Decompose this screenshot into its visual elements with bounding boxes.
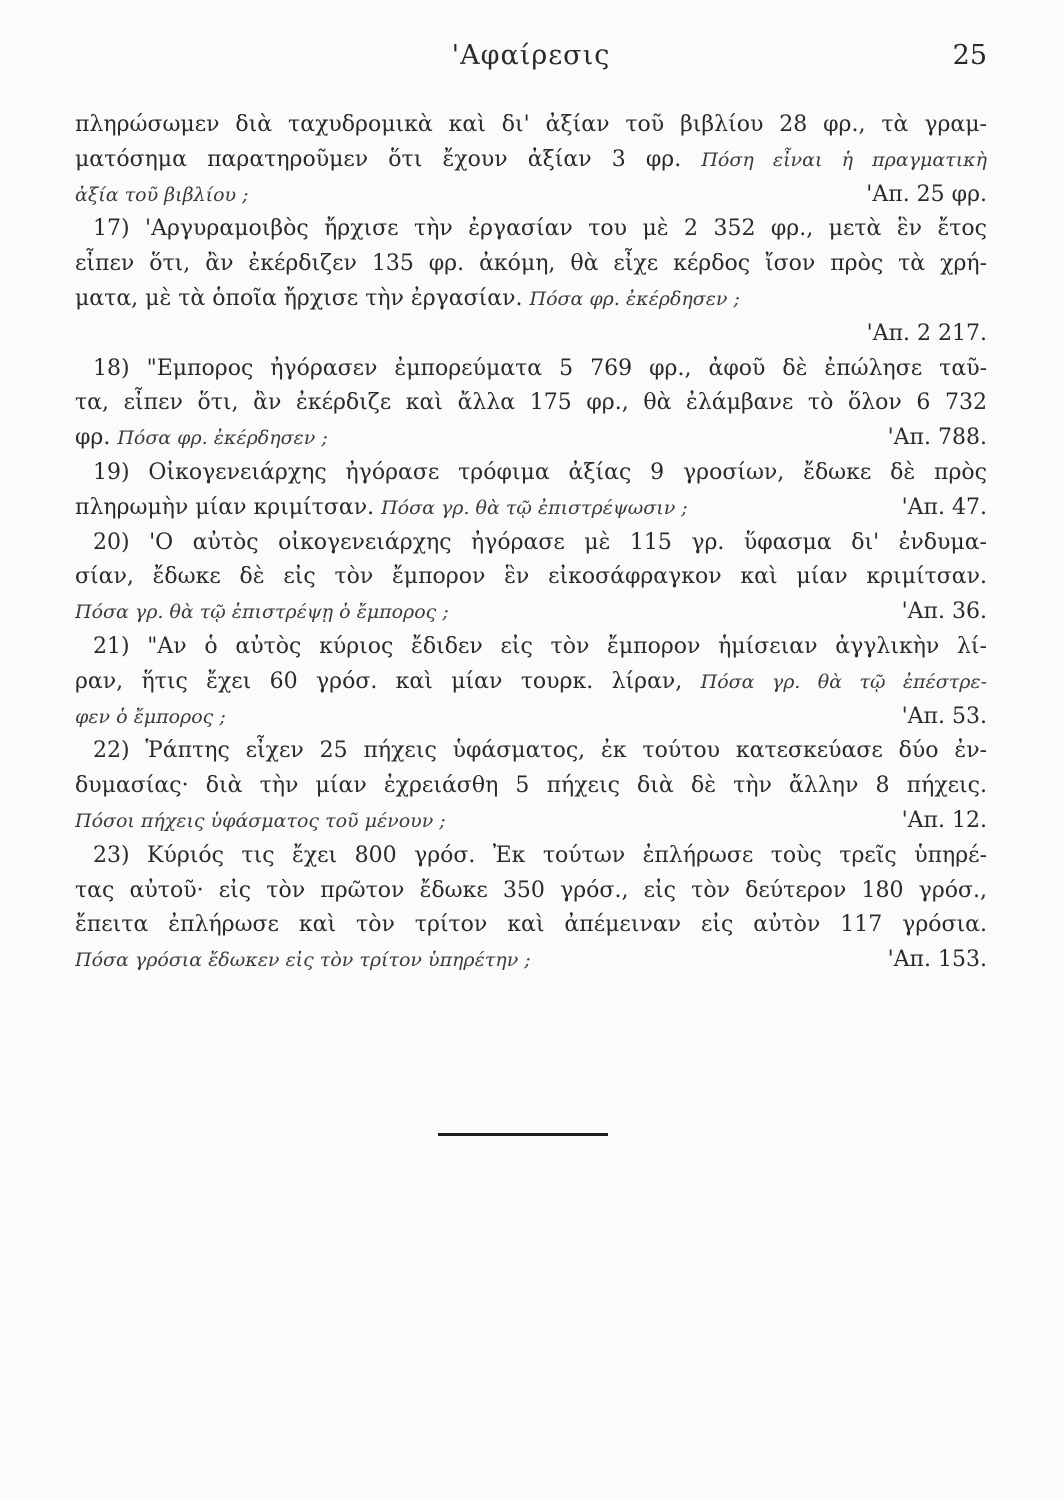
text-line [75,943,987,978]
answer-text: 'Απ. 153. [887,947,987,973]
text-line [75,212,987,247]
line-text: ἔπειτα ἐπλήρωσε καὶ τὸν τρίτον καὶ ἀπέμειναν εἰς αὐτὸν 117 γρόσια. [75,912,987,938]
text-line [75,143,987,178]
question-text: φεν ὁ ἔμπορος ; [75,705,226,728]
line-text: φρ. [75,425,118,451]
line-text: εἶπεν ὅτι, ἂν ἐκέρδιζεν 135 φρ. ἀκόμη, θὰ εἶχε κέρδος ἴσον πρὸς τὰ χρή- [75,251,987,277]
text-line [75,108,987,143]
line-text: 20) 'Ο αὐτὸς οἰκογενειάρχης ἠγόρασε μὲ 115 γρ. ὕφασμα δι' ἐνδυμα- [93,529,987,555]
question-text: Πόσα γρ. θὰ τῷ ἐπιστρέψῃ ὁ ἔμπορος ; [75,601,449,624]
text-line [75,352,987,387]
line-text: τας αὐτοῦ· εἰς τὸν πρῶτον ἔδωκε 350 γρόσ., εἰς τὸν δεύτερον 180 γρόσ., [75,877,987,903]
line-text: 19) Οἰκογενειάρχης ἠγόρασε τρόφιμα ἀξίας 9 γροσίων, ἔδωκε δὲ πρὸς [93,459,987,485]
line-text: ματόσημα παρατηροῦμεν ὅτι ἔχουν ἀξίαν 3 φρ. [75,146,702,172]
text-line [75,839,987,874]
text-line [75,421,987,456]
answer-text: 'Απ. 12. [901,807,987,833]
question-text: Πόσα γρ. θὰ τῷ ἐπέστρε- [700,670,987,693]
text-line [75,560,987,595]
line-text: πληρώσωμεν διὰ ταχυδρομικὰ καὶ δι' ἀξίαν τοῦ βιβλίου 28 φρ., τὰ γραμ- [75,112,987,137]
line-text: 23) Κύριός τις ἔχει 800 γρόσ. Ἐκ τούτων ἐπλήρωσε τοὺς τρεῖς ὑπηρέ- [93,842,987,868]
line-text: 18) "Εμπορος ἠγόρασεν ἐμπορεύματα 5 769 φρ., ἀφοῦ δὲ ἐπώλησε ταῦ- [93,355,987,381]
page-header [75,40,987,80]
section-divider [438,1133,608,1136]
text-line [75,282,987,317]
line-text: σίαν, ἔδωκε δὲ εἰς τὸν ἔμπορον ἓν εἰκοσάφραγκον καὶ μίαν κριμίτσαν. [75,564,987,590]
text-line [75,178,987,213]
page-body [75,108,987,978]
text-line [75,630,987,665]
question-text: Πόσα γρόσια ἔδωκεν εἰς τὸν τρίτον ὑπηρέτην ; [75,949,531,972]
text-line [75,491,987,526]
line-text: ματα, μὲ τὰ ὁποῖα ἤρχισε τὴν ἐργασίαν. [75,285,530,311]
text-line [75,700,987,735]
answer-text: 'Απ. 788. [887,425,987,451]
text-line [75,769,987,804]
answer-text: 'Απ. 2 217. [866,320,987,346]
text-line [75,908,987,943]
text-line [75,247,987,282]
question-text: Πόσοι πήχεις ὑφάσματος τοῦ μένουν ; [75,809,446,832]
text-line [75,317,987,352]
question-text: Πόσα φρ. ἐκέρδησεν ; [117,427,328,450]
text-line [75,734,987,769]
text-line [75,595,987,630]
text-line [75,804,987,839]
line-text: πληρωμὴν μίαν κριμίτσαν. [75,494,382,520]
text-line [75,456,987,491]
line-text: 22) Ῥάπτης εἶχεν 25 πήχεις ὑφάσματος, ἐκ τούτου κατεσκεύασε δύο ἐν- [93,738,987,764]
answer-text: 'Απ. 53. [901,703,987,729]
line-text: 17) 'Αργυραμοιβὸς ἤρχισε τὴν ἐργασίαν του μὲ 2 352 φρ., μετὰ ἓν ἔτος [93,216,987,242]
answer-text: 'Απ. 47. [901,494,987,520]
text-line [75,665,987,700]
text-line [75,526,987,561]
text-line [75,874,987,909]
line-text: δυμασίας· διὰ τὴν μίαν ἐχρειάσθη 5 πήχεις διὰ δὲ τὴν ἄλλην 8 πήχεις. [75,773,987,799]
question-text: Πόση εἶναι ἡ πραγματικὴ [701,148,987,171]
text-line [75,386,987,421]
page-number: 25 [952,40,987,71]
line-text: ραν, ἥτις ἔχει 60 γρόσ. καὶ μίαν τουρκ. λίραν, [75,668,701,694]
question-text: Πόσα γρ. θὰ τῷ ἐπιστρέψωσιν ; [381,496,688,519]
line-text: 21) "Αν ὁ αὐτὸς κύριος ἔδιδεν εἰς τὸν ἔμπορον ἡμίσειαν ἀγγλικὴν λί- [93,633,987,659]
question-text: Πόσα φρ. ἐκέρδησεν ; [529,287,740,310]
line-text: τα, εἶπεν ὅτι, ἂν ἐκέρδιζε καὶ ἄλλα 175 φρ., θὰ ἐλάμβανε τὸ ὅλον 6 732 [75,390,987,416]
running-title: 'Αφαίρεσις [451,40,611,71]
question-text: ἀξία τοῦ βιβλίου ; [75,183,249,206]
answer-text: 'Απ. 36. [901,599,987,625]
answer-text: 'Απ. 25 φρ. [866,181,987,207]
